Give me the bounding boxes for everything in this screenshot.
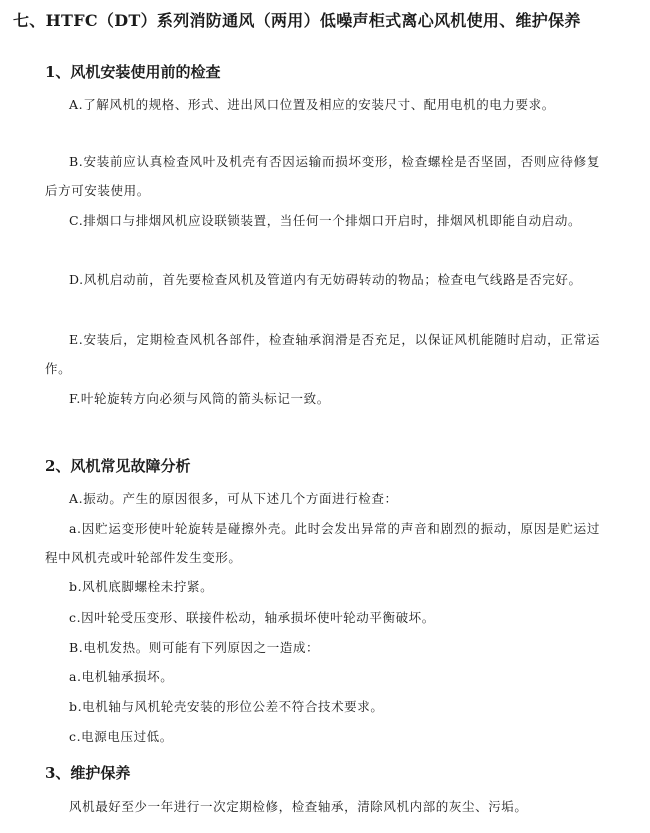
page-title: 七、HTFC（DT）系列消防通风（两用）低噪声柜式离心风机使用、维护保养 bbox=[13, 11, 581, 30]
paragraph-2Aa: a.因贮运变形使叶轮旋转是碰擦外壳。此时会发出异常的声音和剧烈的振动，原因是贮运过程中风机壳或叶轮部件发生变形。 bbox=[45, 521, 600, 565]
paragraph-2B: B.电机发热。则可能有下列原因之一造成： bbox=[69, 640, 320, 655]
paragraph-2Ab: b.风机底脚螺栓未拧紧。 bbox=[69, 579, 214, 594]
paragraph-2Ac: c.因叶轮受压变形、联接件松动，轴承损坏使叶轮动平衡破坏。 bbox=[69, 610, 435, 625]
paragraph-2Ba: a.电机轴承损坏。 bbox=[69, 669, 174, 684]
paragraph-1a: A.了解风机的规格、形式、进出风口位置及相应的安装尺寸、配用电机的电力要求。 bbox=[69, 97, 555, 112]
paragraph-2Bb: b.电机轴与风机轮壳安装的形位公差不符合技术要求。 bbox=[69, 699, 384, 714]
paragraph-1d: D.风机启动前，首先要检查风机及管道内有无妨碍转动的物品；检查电气线路是否完好。 bbox=[69, 272, 582, 287]
paragraph-2A: A.振动。产生的原因很多，可从下述几个方面进行检查： bbox=[69, 491, 398, 506]
section-heading-fault-analysis: 2、风机常见故障分析 bbox=[45, 457, 191, 475]
paragraph-1f: F.叶轮旋转方向必须与风筒的箭头标记一致。 bbox=[69, 391, 330, 406]
paragraph-3: 风机最好至少一年进行一次定期检修，检查轴承，清除风机内部的灰尘、污垢。 bbox=[69, 799, 528, 814]
section-heading-maintenance: 3、维护保养 bbox=[45, 764, 131, 782]
paragraph-1e: E.安装后，定期检查风机各部件，检查轴承润滑是否充足，以保证风机能随时启动，正常运作。 bbox=[45, 332, 600, 376]
paragraph-2Bc: c.电源电压过低。 bbox=[69, 729, 173, 744]
paragraph-1c: C.排烟口与排烟风机应设联锁装置，当任何一个排烟口开启时，排烟风机即能自动启动。 bbox=[69, 213, 582, 228]
paragraph-1b: B.安装前应认真检查风叶及机壳有否因运输而损坏变形，检查螺栓是否坚固，否则应待修复后方可安装使用。 bbox=[45, 154, 600, 198]
section-heading-installation-check: 1、风机安装使用前的检查 bbox=[45, 63, 221, 81]
